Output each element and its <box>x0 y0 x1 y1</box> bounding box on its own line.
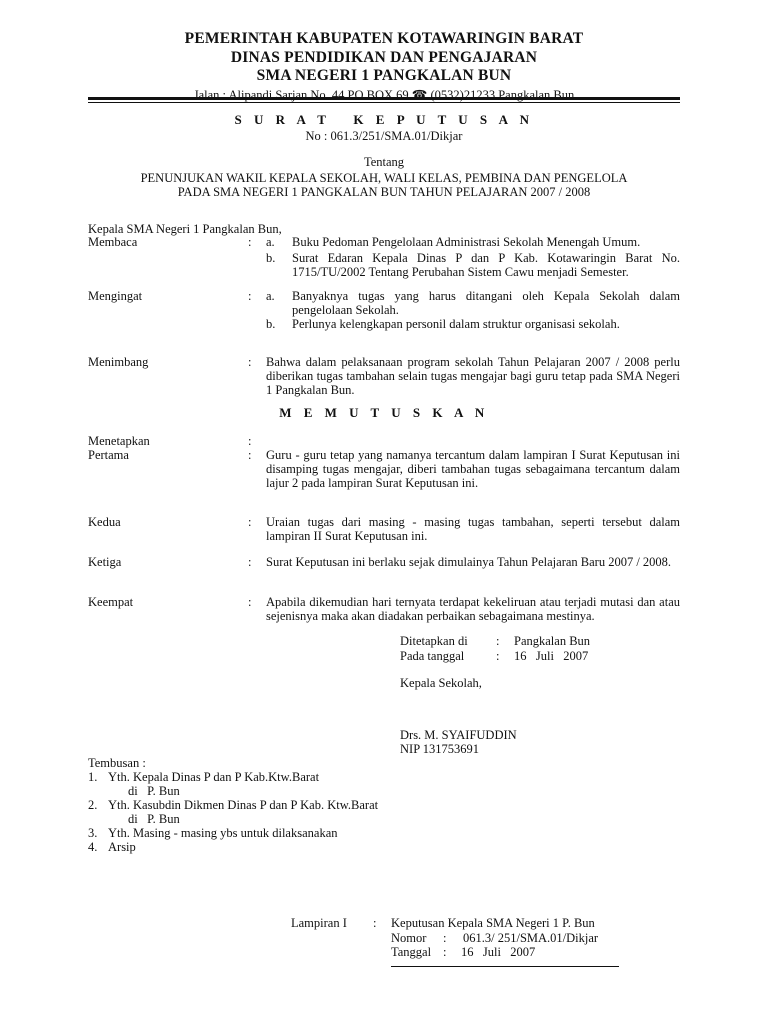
tembusan-item-1-line-1: Yth. Kepala Dinas P dan P Kab.Ktw.Barat <box>108 770 320 784</box>
tembusan-item-4-line-1: Arsip <box>108 840 136 854</box>
phone-icon: ☎ <box>411 87 428 102</box>
tanggal-colon: : <box>496 649 500 663</box>
membaca-item-a <box>266 235 680 249</box>
lampiran-value: Keputusan Kepala SMA Negeri 1 P. Bun <box>391 916 595 930</box>
decree-heading: S U R A T K E P U T U S A N <box>234 112 534 127</box>
menimbang-colon: : <box>248 355 252 369</box>
ketiga-text: Surat Keputusan ini berlaku sejak dimulainya Tahun Pelajaran Baru 2007 / 2008. <box>266 555 672 569</box>
decree-tentang: Tentang <box>363 154 405 169</box>
tembusan-item-1-line-2: di P. Bun <box>128 784 180 798</box>
mengingat-colon: : <box>248 289 252 303</box>
ditetapkan-value: Pangkalan Bun <box>514 634 591 648</box>
address-phone: (0532)21233 Pangkalan Bun <box>430 87 575 102</box>
tembusan-title: Tembusan : <box>88 756 146 770</box>
lampiran-tanggal-colon: : <box>443 945 447 959</box>
lampiran-nomor-label: Nomor <box>391 930 427 945</box>
tembusan-block <box>88 756 378 854</box>
ketiga-label: Ketiga <box>88 555 122 569</box>
decree-subject-line-1: PENUNJUKAN WAKIL KEPALA SEKOLAH, WALI KELAS, PEMBINA DAN PENGELOLA <box>140 170 628 185</box>
tembusan-item-3 <box>88 826 378 840</box>
menimbang-text: Bahwa dalam pelaksanaan program sekolah Tahun Pelajaran 2007 / 2008 perlu diberikan tugas tambahan selain tugas mengajar bagi guru tetap pada SMA Negeri 1 Pangkalan Bun. <box>266 355 680 397</box>
kedua-text: Uraian tugas dari masing - masing tugas tambahan, seperti tersebut dalam lampiran II Surat Keputusan ini. <box>266 515 680 543</box>
tembusan-item-3-number: 3. <box>88 826 98 840</box>
mengingat-body <box>266 289 680 331</box>
lampiran-underline <box>391 966 619 967</box>
letterhead-line-2: DINAS PENDIDIKAN DAN PENGAJARAN <box>230 48 538 66</box>
lampiran-row <box>291 916 631 931</box>
pertama-label: Pertama <box>88 448 129 462</box>
decree-title <box>0 113 768 199</box>
letterhead-rule-thick <box>88 97 680 100</box>
mengingat-item-b-text: Perlunya kelengkapan personil dalam struktur organisasi sekolah. <box>292 317 620 331</box>
lampiran-nomor-colon: : <box>443 930 447 945</box>
membaca-item-b-number: b. <box>266 251 276 265</box>
mengingat-label: Mengingat <box>88 289 143 303</box>
tanggal-value: 16 Juli 2007 <box>514 649 589 663</box>
tanggal-row <box>400 649 600 664</box>
membaca-item-a-number: a. <box>266 235 275 249</box>
letterhead <box>0 30 768 102</box>
membaca-item-b <box>266 251 680 279</box>
tembusan-item-4 <box>88 840 378 854</box>
membaca-label: Membaca <box>88 235 138 249</box>
menetapkan-label: Menetapkan <box>88 434 150 448</box>
letterhead-line-1: PEMERINTAH KABUPATEN KOTAWARINGIN BARAT <box>184 30 584 47</box>
tembusan-item-2-number: 2. <box>88 798 98 812</box>
lampiran-colon: : <box>373 916 377 930</box>
membaca-item-b-text: Surat Edaran Kepala Dinas P dan P Kab. Kotawaringin Barat No. 1715/TU/2002 Tentang Perubahan Sistem Cawu menjadi Semester. <box>292 251 680 279</box>
keempat-text: Apabila dikemudian hari ternyata terdapat kekeliruan atau terjadi mutasi dan atau sejenisnya maka akan diadakan perbaikan sebagaimana mestinya. <box>266 595 680 623</box>
opening-line: Kepala SMA Negeri 1 Pangkalan Bun, <box>88 222 282 236</box>
address-street: Jalan : Alipandi Sarjan No. 44 PO BOX 69 <box>193 87 409 102</box>
tembusan-item-4-number: 4. <box>88 840 98 854</box>
keempat-colon: : <box>248 595 252 609</box>
memutuskan-heading: M E M U T U S K A N <box>279 405 489 420</box>
lampiran-nomor-value: 061.3/ 251/SMA.01/Dikjar <box>463 930 599 945</box>
menetapkan-colon: : <box>248 434 252 448</box>
tanggal-label: Pada tanggal <box>400 649 465 663</box>
membaca-body <box>266 235 680 279</box>
kedua-label: Kedua <box>88 515 121 529</box>
ketiga-colon: : <box>248 555 252 569</box>
tembusan-item-2 <box>88 798 378 826</box>
pertama-text: Guru - guru tetap yang namanya tercantum dalam lampiran I Surat Keputusan ini disamping tugas mengajar, diberi tambahan tugas sebagaimana tercantum dalam lajur 2 pada lampiran Surat Keputusan ini. <box>266 448 680 490</box>
mengingat-item-b-number: b. <box>266 317 276 331</box>
lampiran-tanggal-row <box>291 945 631 960</box>
signer-name: Drs. M. SYAIFUDDIN <box>400 728 517 742</box>
lampiran-tanggal-label: Tanggal <box>391 945 432 959</box>
mengingat-item-a-text: Banyaknya tugas yang harus ditangani oleh Kepala Sekolah dalam pengelolaan Sekolah. <box>292 289 680 317</box>
lampiran-tanggal-value: 16 Juli 2007 <box>461 945 536 959</box>
membaca-colon: : <box>248 235 252 249</box>
tembusan-item-3-line-1: Yth. Masing - masing ybs untuk dilaksanakan <box>108 826 338 840</box>
letterhead-rule-thin <box>88 102 680 103</box>
tembusan-item-1 <box>88 770 378 798</box>
pertama-colon: : <box>248 448 252 462</box>
membaca-item-a-text: Buku Pedoman Pengelolaan Administrasi Sekolah Menengah Umum. <box>292 235 641 249</box>
lampiran-label: Lampiran I <box>291 916 347 930</box>
signer-nip: NIP 131753691 <box>400 742 480 756</box>
signature-block <box>400 634 690 756</box>
lampiran-nomor-row <box>291 931 631 946</box>
kedua-colon: : <box>248 515 252 529</box>
signer-role: Kepala Sekolah, <box>400 676 482 690</box>
ditetapkan-row <box>400 634 690 649</box>
ditetapkan-colon: : <box>496 634 500 648</box>
mengingat-item-b <box>266 317 680 331</box>
tembusan-item-1-number: 1. <box>88 770 98 784</box>
decree-subject-line-2: PADA SMA NEGERI 1 PANGKALAN BUN TAHUN PELAJARAN 2007 / 2008 <box>177 184 591 199</box>
letterhead-line-3: SMA NEGERI 1 PANGKALAN BUN <box>256 67 512 85</box>
tembusan-item-2-line-2: di P. Bun <box>128 812 180 826</box>
ditetapkan-label: Ditetapkan di <box>400 634 468 648</box>
tembusan-item-2-line-1: Yth. Kasubdin Dikmen Dinas P dan P Kab. Ktw.Barat <box>108 798 379 812</box>
keempat-label: Keempat <box>88 595 134 609</box>
mengingat-item-a <box>266 289 680 317</box>
mengingat-item-a-number: a. <box>266 289 275 303</box>
decree-number: No : 061.3/251/SMA.01/Dikjar <box>305 128 463 143</box>
menimbang-label: Menimbang <box>88 355 149 369</box>
lampiran-block <box>291 916 631 960</box>
